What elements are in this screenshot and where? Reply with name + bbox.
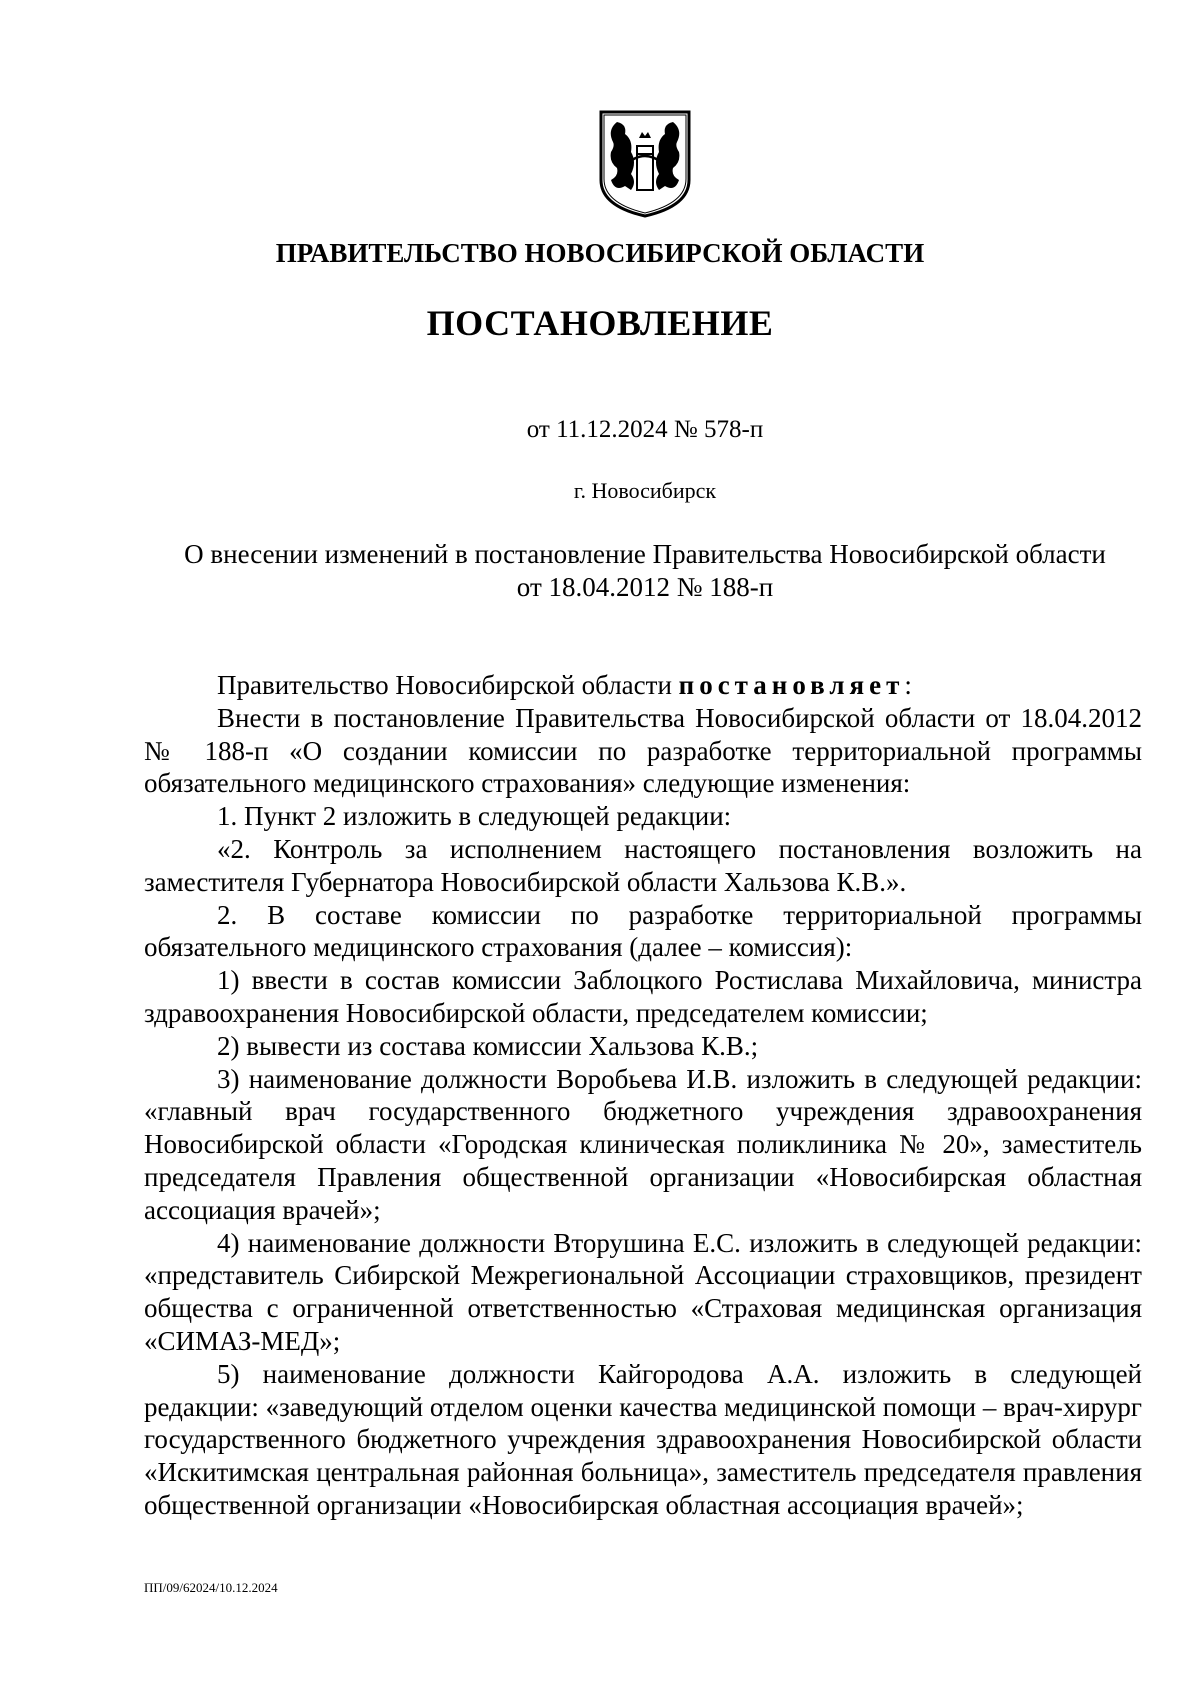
document-body: [144, 669, 1142, 1522]
intro-prefix: Правительство Новосибирской области: [217, 670, 679, 700]
intro-paragraph: [144, 669, 1142, 702]
paragraph-item-2: 2. В составе комиссии по разработке территориальной программы обязательного медицинского страхования (далее – комиссия):: [144, 899, 1142, 963]
organization-name: ПРАВИТЕЛЬСТВО НОВОСИБИРСКОЙ ОБЛАСТИ: [275, 238, 925, 268]
subject-line-1: О внесении изменений в постановление Правительства Новосибирской области: [184, 539, 1106, 569]
paragraph-subitem-1: 1) ввести в состав комиссии Заблоцкого Ростислава Михайловича, министра здравоохранения Новосибирской области, председателем комиссии;: [144, 965, 1142, 1028]
intro-suffix: :: [904, 670, 912, 700]
paragraph-item-1-text: «2. Контроль за исполнением настоящего постановления возложить на заместителя Губернатора Новосибирской области Хальзова К.В.».: [144, 833, 1142, 897]
document-type-title: ПОСТАНОВЛЕНИЕ: [426, 303, 774, 343]
document-code-footer: ПП/09/62024/10.12.2024: [144, 1580, 278, 1595]
paragraph-subitem-3: 3) наименование должности Воробьева И.В. изложить в следующей редакции: «главный врач государственного бюджетного учреждения здравоохранения Новосибирской области «Городская клиническая поликлиника № 20», заместитель председателя Правления общественной организации «Новосибирская областная ассоциация врачей»;: [144, 1063, 1142, 1225]
resolves-verb: постановляет: [678, 670, 905, 700]
paragraph-amend: Внести в постановление Правительства Новосибирской области от 18.04.2012 № 188-п «О создании комиссии по разработке территориальной программы обязательного медицинского страхования» следующие изменения:: [144, 702, 1142, 799]
paragraph-item-1: 1. Пункт 2 изложить в следующей редакции:: [217, 801, 732, 832]
paragraph-subitem-4: 4) наименование должности Вторушина Е.С. изложить в следующей редакции: «представитель Сибирской Межрегиональной Ассоциации страховщиков, президент общества с ограниченной ответственностью «Страховая медицинская организация «СИМАЗ-МЕД»;: [144, 1227, 1142, 1356]
paragraph-subitem-2: 2) вывести из состава комиссии Хальзова К.В.;: [217, 1030, 759, 1061]
date-number-line: от 11.12.2024 № 578-п: [526, 416, 764, 443]
document-subject: [140, 538, 1150, 604]
subject-line-2: от 18.04.2012 № 188-п: [516, 572, 774, 602]
coat-of-arms-icon: [599, 110, 691, 218]
city-line: г. Новосибирск: [573, 478, 717, 503]
paragraph-subitem-5: 5) наименование должности Кайгородова А.А. изложить в следующей редакции: «заведующий отделом оценки качества медицинской помощи – врач-хирург государственного бюджетного учреждения здравоохранения Новосибирской области «Искитимская центральная районная больница», заместитель председателя правления общественной организации «Новосибирская областная ассоциация врачей»;: [144, 1358, 1142, 1520]
